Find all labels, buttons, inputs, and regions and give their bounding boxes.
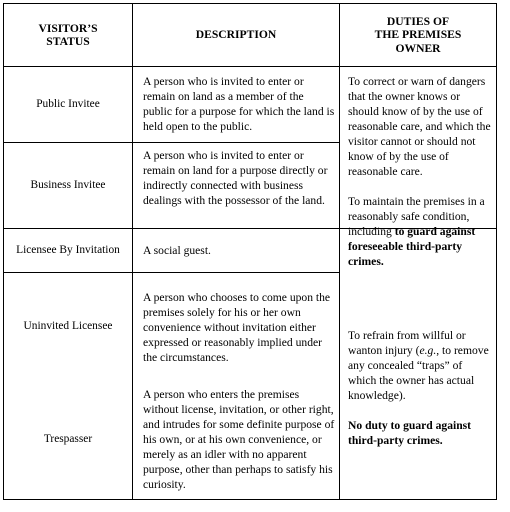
status-business-invitee: Business Invitee bbox=[30, 179, 106, 191]
duties-invitees bbox=[340, 74, 496, 268]
duties-others-text-after: , to remove any concealed “traps” of which the owner has actual knowledge). bbox=[348, 344, 489, 402]
header-visitor-status: VISITOR’S STATUS bbox=[38, 21, 98, 48]
duties-licensees-trespassers bbox=[340, 328, 496, 448]
description-public-invitee: A person who is invited to enter or remain on land as a member of the public for a purpose for which the land is held open to the public. bbox=[143, 75, 335, 133]
description-business-invitee: A person who is invited to enter or remain on land for a purpose directly or indirectly connected with business dealings with the possessor of the land. bbox=[143, 149, 328, 207]
status-trespasser: Trespasser bbox=[43, 432, 93, 445]
description-trespasser: A person who enters the premises without license, invitation, or other right, and intrudes for some definite purpose of his own, or at his own convenience, or merely as an idler with no apparent purpose, other than perhaps to satisfy his curiosity. bbox=[143, 388, 335, 491]
header-duties: DUTIES OF THE PREMISES OWNER bbox=[374, 14, 462, 55]
duties-invitees-text: To maintain the premises in a reasonably safe condition, including bbox=[348, 195, 485, 238]
duties-others-italic: e.g. bbox=[419, 344, 437, 357]
duties-invitees-paragraph-1: To correct or warn of dangers that the owner knows or should know of by the use of reasonable care, and which the visitor cannot or should not know of by the use of reasonable care. bbox=[348, 75, 491, 178]
duties-invitees-paragraph-2 bbox=[348, 194, 492, 269]
status-licensee-by-invitation: Licensee By Invitation bbox=[16, 244, 120, 256]
description-uninvited-licensee: A person who chooses to come upon the premises solely for his or her own convenience without invitation either expressed or reasonably implied under the circumstances. bbox=[143, 291, 331, 364]
description-licensee-by-invitation: A social guest. bbox=[143, 244, 211, 257]
duties-invitees-bold-text: to guard against foreseeable third-party crimes. bbox=[348, 225, 476, 268]
status-uninvited-licensee: Uninvited Licensee bbox=[23, 319, 113, 332]
header-description: DESCRIPTION bbox=[195, 28, 277, 42]
duties-others-text-before: To refrain from willful or wanton injury ( bbox=[348, 329, 466, 357]
status-public-invitee: Public Invitee bbox=[36, 98, 100, 110]
duties-others-paragraph-1 bbox=[348, 328, 492, 403]
duties-others-paragraph-2: No duty to guard against third-party crimes. bbox=[348, 419, 472, 447]
